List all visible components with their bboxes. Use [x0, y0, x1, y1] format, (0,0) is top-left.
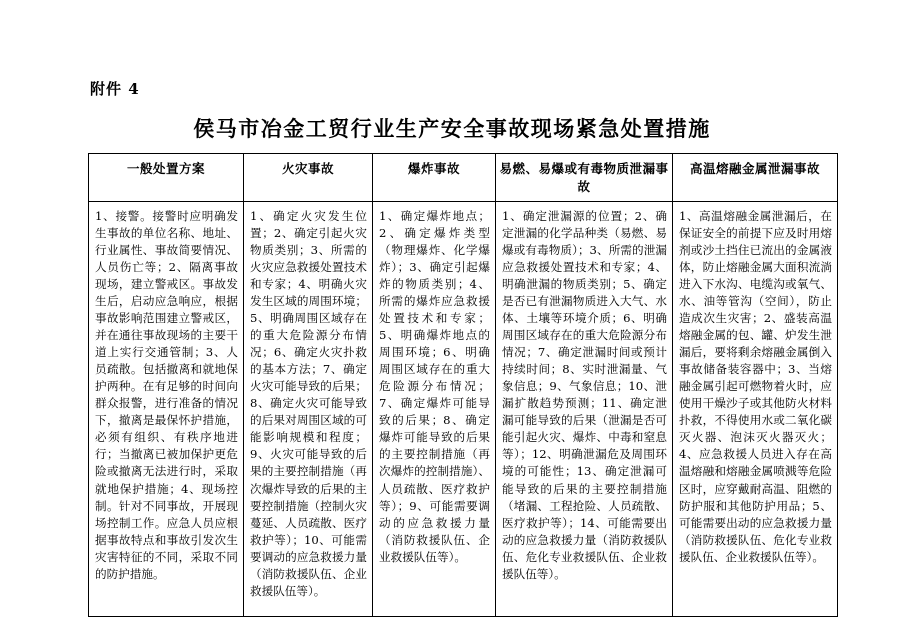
- column-header-leak: 易燃、易爆或有毒物质泄漏事故: [496, 154, 673, 202]
- column-header-fire: 火灾事故: [244, 154, 373, 202]
- attachment-label: 附件 4: [90, 80, 140, 98]
- column-header-explosion: 爆炸事故: [373, 154, 496, 202]
- column-header-molten-metal: 高温熔融金属泄漏事故: [673, 154, 838, 202]
- cell-explosion-measures: 1、确定爆炸地点；2、确定爆炸类型（物理爆炸、化学爆炸）；3、确定引起爆炸的物质类别；4、所需的爆炸应急救援处置技术和专家；5、明确爆炸地点的周围环境；6、明确周围区域存在的重大危险源分布情况；7、确定爆炸可能导致的后果；8、确定爆炸可能导致的后果的主要控制措施（再次爆炸的控制措施）、人员疏散、医疗救护等）；9、可能需要调动的应急救援力量（消防救援队伍、企业救援队伍等）。: [373, 202, 496, 617]
- emergency-measures-table: [88, 153, 838, 617]
- cell-fire-measures: 1、确定火灾发生位置；2、确定引起火灾物质类别；3、所需的火灾应急救援处置技术和专家；4、明确火灾发生区域的周围环境；5、明确周围区域存在的重大危险源分布情况；6、确定火灾扑救的基本方法；7、确定火灾可能导致的后果；8、确定火灾可能导致的后果对周围区域的可能影响规模和程度；9、火灾可能导致的后果的主要控制措施（再次爆炸导致的后果的主要控制措施（控制火灾蔓延、人员疏散、医疗救护等）；10、可能需要调动的应急救援力量（消防救援队伍、企业救援队伍等）。: [244, 202, 373, 617]
- page-title: 侯马市冶金工贸行业生产安全事故现场紧急处置措施: [193, 116, 711, 141]
- cell-leak-measures: 1、确定泄漏源的位置；2、确定泄漏的化学品种类（易燃、易爆或有毒物质）；3、所需的泄漏应急救援处置技术和专家；4、明确泄漏的物质类别；5、确定是否已有泄漏物质进入大气、水体、土壤等环境介质；6、明确周围区域存在的重大危险源分布情况；7、确定泄漏时间或预计持续时间；8、实时泄漏量、气象信息；9、气象信息；10、泄漏扩散趋势预测；11、确定泄漏可能导致的后果（泄漏是否可能引起火灾、爆炸、中毒和窒息等）；12、明确泄漏危及周围环境的可能性；13、确定泄漏可能导致的后果的主要控制措施（堵漏、工程抢险、人员疏散、医疗救护等）；14、可能需要出动的应急救援力量（消防救援队伍、危化专业救援队伍、企业救援队伍等）。: [496, 202, 673, 617]
- cell-molten-metal-measures: 1、高温熔融金属泄漏后，在保证安全的前提下应及时用熔剂或沙土挡住已流出的金属液体，防止熔融金属大面积流淌进入下水沟、电缆沟或氧气、水、油等管沟（空间），防止造成次生灾害；2、盛装高温熔融金属的包、罐、炉发生泄漏后，要将剩余熔融金属倒入事故储备装容器中；3、当熔融金属引起可燃物着火时，应使用干燥沙子或其他防火材料扑救，不得使用水或二氧化碳灭火器、泡沫灭火器灭火；4、应急救援人员进入存在高温熔融和熔融金属喷溅等危险区时，应穿戴耐高温、阻燃的防护服和其他防护用品；5、可能需要出动的应急救援力量（消防救援队伍、危化专业救援队伍、企业救援队伍等）。: [673, 202, 838, 617]
- table-header-row: [89, 154, 838, 202]
- cell-general-measures: 1、接警。接警时应明确发生事故的单位名称、地址、行业属性、事故简要情况、人员伤亡等；2、隔离事故现场，建立警戒区。事故发生后，启动应急响应，根据事故影响范围建立警戒区，并在通往事故现场的主要干道上实行交通管制；3、人员疏散。包括撤离和就地保护两种。在有足够的时间向群众报警，进行准备的情况下，撤离是最保怀护措施，必须有组织、有秩序地进行；当撤离已被加保护更危险或撤离无法进行时，采取就地保护措施；4、现场控制。针对不同事故，开展现场控制工作。应急人员应根据事故特点和事故引发次生灾害特征的不同，采取不同的防护措施。: [89, 202, 244, 617]
- column-header-general: 一般处置方案: [89, 154, 244, 202]
- table-row: [89, 202, 838, 617]
